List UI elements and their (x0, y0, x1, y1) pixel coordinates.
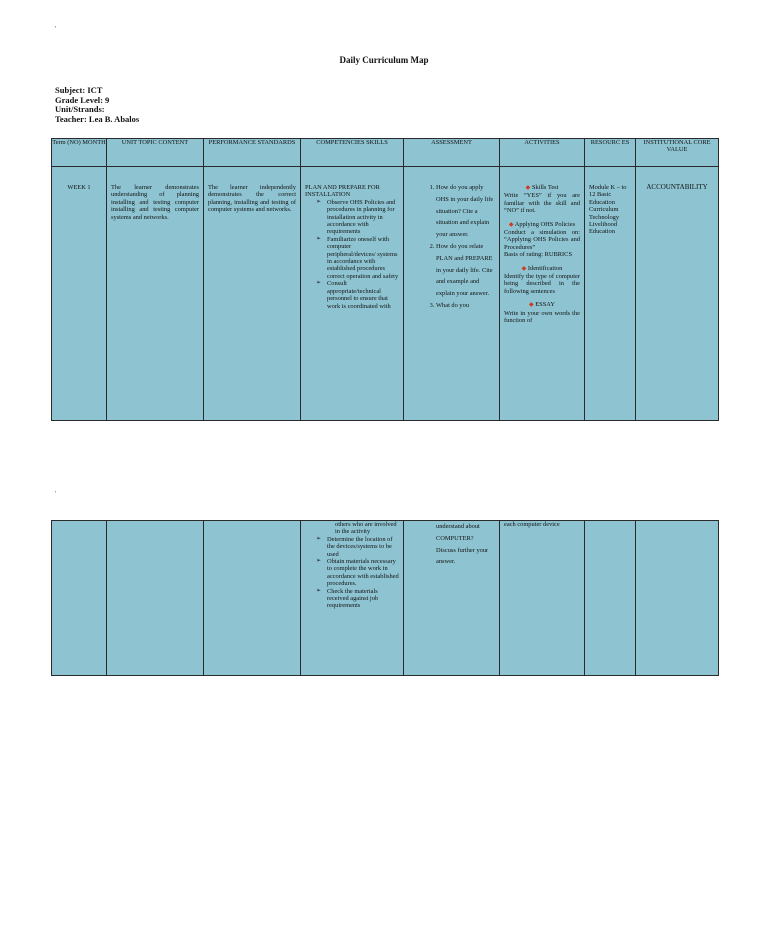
header-row (52, 139, 719, 167)
unit-topic-text: The learner demonstrates understanding of planning installing and testing computer installing and testing computer systems and networks. (111, 184, 199, 221)
activity-heading: ESSAY (535, 301, 555, 309)
competencies-lead: others who are involved in the activity (335, 521, 397, 536)
header-performance: PERFORMANCE STANDARDS (204, 139, 301, 167)
activity-text: Basis of rating: RUBRICS (504, 251, 572, 259)
list-item: 2. How do you relate PLAN and PREPARE in your daily life. Cite and example and explain your answer. (436, 241, 495, 300)
list-item: 3. What do you (436, 300, 495, 312)
activity-heading: Applying OHS Policies (514, 220, 576, 228)
teacher-line: Teacher: Lea B. Abalos (55, 113, 140, 124)
assessment-text: understand about COMPUTER? Discuss further your answer. (436, 523, 489, 566)
table-row (52, 521, 719, 676)
curriculum-table-continued (51, 520, 719, 676)
activity-text: Write “YES” if you are familiar with the skill and “NO” if not. (504, 192, 580, 215)
cell-assessment (404, 167, 500, 421)
cell-unit-topic (107, 521, 204, 676)
diamond-bullet-icon: ◆ (529, 302, 534, 309)
core-value-text: ACCOUNTABILITY (646, 183, 708, 191)
cell-assessment (404, 521, 500, 676)
document-meta (55, 86, 139, 124)
document-title: Daily Curriculum Map (339, 55, 429, 65)
diamond-bullet-icon: ◆ (525, 185, 531, 191)
cell-term (52, 521, 107, 676)
resources-text: Module K – to 12 Basic Education Curriculum Technology Livelihood Education (589, 184, 627, 236)
cell-core-value (636, 521, 719, 676)
cell-performance (204, 167, 301, 421)
curriculum-table (51, 138, 719, 421)
activity-text: Write in your own words the function of (504, 309, 580, 325)
activity-heading: Identification (527, 264, 563, 272)
header-resources: RESOURC ES (585, 139, 636, 167)
activity-text: Conduct a simulation on: “Applying OHS Policies and Procedures” (504, 229, 580, 251)
header-activities: ACTIVITIES (500, 139, 585, 167)
list-item: ➢ Consult appropriate/technical personnel to ensure that work is coordinated with (327, 280, 399, 310)
page-mark: ' (55, 490, 57, 498)
grade-line: Grade Level: 9 (55, 94, 110, 105)
list-item: ➢ Familiarize oneself with computer peripheral/devices/ systems in accordance with established procedures correct operation and safety (327, 236, 399, 280)
header-competencies: COMPETENCIES SKILLS (301, 139, 404, 167)
cell-resources (585, 521, 636, 676)
term-text: WEEK 1 (67, 184, 91, 191)
cell-activities (500, 521, 585, 676)
cell-competencies (301, 521, 404, 676)
cell-performance (204, 521, 301, 676)
cell-resources (585, 167, 636, 421)
header-core-value: INSTITUTIONAL CORE VALUE (636, 139, 719, 167)
list-item: ➢ Determine the location of the devices/systems to be used (327, 536, 399, 558)
activity-heading: Skills Test (531, 184, 559, 191)
header-assessment: ASSESSMENT (404, 139, 500, 167)
cell-unit-topic (107, 167, 204, 421)
competencies-title: PLAN AND PREPARE FOR INSTALLATION (305, 184, 380, 199)
activity-text: Identify the type of computer being described in the following sentences (504, 273, 580, 295)
cell-term (52, 167, 107, 421)
unit-line: Unit/Strands: (55, 104, 105, 114)
cell-competencies (301, 167, 404, 421)
header-term: Term (NO) MONTH (52, 139, 107, 167)
header-unit-topic: UNIT TOPIC CONTENT (107, 139, 204, 167)
list-item: 1. How do you apply OHS in your daily life situation? Cite a situation and explain your answer. (436, 182, 495, 241)
list-item: ➢ Observe OHS Policies and procedures in planning for installation activity in accordance with requirements (327, 199, 399, 236)
diamond-bullet-icon: ◆ (508, 221, 514, 228)
cell-activities (500, 167, 585, 421)
page-mark: ' (55, 25, 57, 33)
list-item: ➢ Obtain materials necessary to complete the work in accordance with established procedures. (327, 558, 399, 588)
diamond-bullet-icon: ◆ (521, 265, 527, 272)
activity-text: each computer device (504, 521, 560, 528)
performance-text: The learner independently demonstrates the correct planning, installing and testing of computer systems and networks. (208, 184, 296, 214)
table-row (52, 167, 719, 421)
cell-core-value (636, 167, 719, 421)
list-item: ➢ Check the materials received against job requirements (327, 588, 399, 610)
subject-line: Subject: ICT (55, 85, 103, 95)
